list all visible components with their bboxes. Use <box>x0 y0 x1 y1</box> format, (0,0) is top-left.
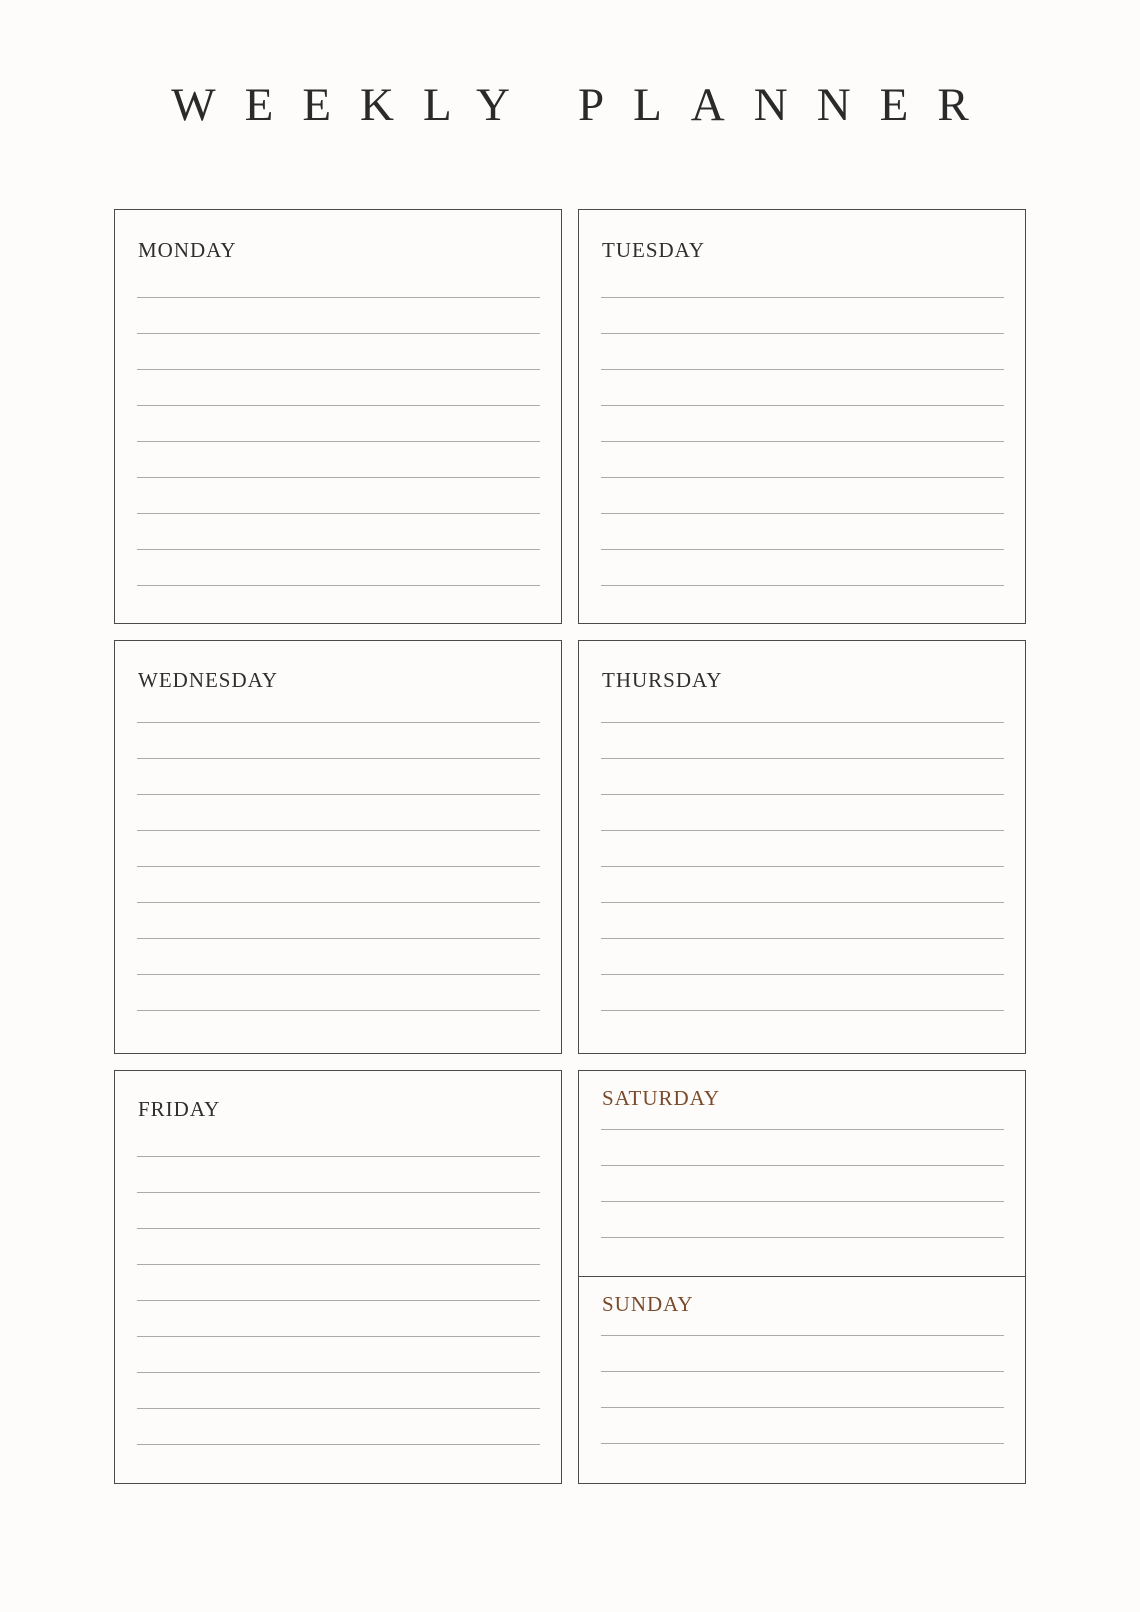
writing-line[interactable] <box>137 405 540 406</box>
writing-line[interactable] <box>601 1129 1004 1130</box>
writing-line[interactable] <box>601 549 1004 550</box>
writing-line[interactable] <box>137 369 540 370</box>
writing-line[interactable] <box>137 1228 540 1229</box>
writing-line[interactable] <box>137 1156 540 1157</box>
writing-line[interactable] <box>601 477 1004 478</box>
writing-line[interactable] <box>137 1372 540 1373</box>
writing-line[interactable] <box>137 1192 540 1193</box>
writing-line[interactable] <box>137 1264 540 1265</box>
writing-line[interactable] <box>137 333 540 334</box>
page-title: WEEKLY PLANNER <box>171 79 998 131</box>
wednesday-label: WEDNESDAY <box>138 668 279 692</box>
writing-line[interactable] <box>137 722 540 723</box>
writing-line[interactable] <box>137 1408 540 1409</box>
writing-line[interactable] <box>137 830 540 831</box>
tuesday-label: TUESDAY <box>602 238 706 262</box>
writing-line[interactable] <box>137 866 540 867</box>
writing-line[interactable] <box>601 1443 1004 1444</box>
writing-line[interactable] <box>601 758 1004 759</box>
writing-line[interactable] <box>601 369 1004 370</box>
writing-line[interactable] <box>137 938 540 939</box>
writing-line[interactable] <box>137 974 540 975</box>
friday-label: FRIDAY <box>138 1097 221 1121</box>
writing-line[interactable] <box>601 830 1004 831</box>
wednesday-section <box>114 640 562 1054</box>
writing-line[interactable] <box>601 297 1004 298</box>
writing-line[interactable] <box>601 1010 1004 1011</box>
writing-line[interactable] <box>601 441 1004 442</box>
writing-line[interactable] <box>601 938 1004 939</box>
writing-line[interactable] <box>601 1407 1004 1408</box>
writing-line[interactable] <box>601 1201 1004 1202</box>
writing-line[interactable] <box>137 902 540 903</box>
tuesday-section <box>578 209 1026 624</box>
saturday-label: SATURDAY <box>602 1086 721 1110</box>
weekend-section <box>578 1070 1026 1484</box>
writing-line[interactable] <box>137 1300 540 1301</box>
writing-line[interactable] <box>601 722 1004 723</box>
writing-line[interactable] <box>601 405 1004 406</box>
writing-line[interactable] <box>601 1371 1004 1372</box>
writing-line[interactable] <box>137 1336 540 1337</box>
friday-section <box>114 1070 562 1484</box>
writing-line[interactable] <box>137 1444 540 1445</box>
writing-line[interactable] <box>601 974 1004 975</box>
writing-line[interactable] <box>137 477 540 478</box>
writing-line[interactable] <box>137 297 540 298</box>
writing-line[interactable] <box>601 902 1004 903</box>
writing-line[interactable] <box>601 794 1004 795</box>
writing-line[interactable] <box>137 549 540 550</box>
sunday-label: SUNDAY <box>602 1292 694 1316</box>
weekend-divider <box>579 1276 1025 1277</box>
thursday-label: THURSDAY <box>602 668 723 692</box>
writing-line[interactable] <box>601 1335 1004 1336</box>
writing-line[interactable] <box>601 513 1004 514</box>
monday-section <box>114 209 562 624</box>
writing-line[interactable] <box>137 585 540 586</box>
writing-line[interactable] <box>601 866 1004 867</box>
writing-line[interactable] <box>137 794 540 795</box>
monday-label: MONDAY <box>138 238 237 262</box>
writing-line[interactable] <box>137 513 540 514</box>
writing-line[interactable] <box>137 441 540 442</box>
writing-line[interactable] <box>601 333 1004 334</box>
writing-line[interactable] <box>601 1165 1004 1166</box>
writing-line[interactable] <box>601 585 1004 586</box>
writing-line[interactable] <box>137 1010 540 1011</box>
writing-line[interactable] <box>137 758 540 759</box>
writing-line[interactable] <box>601 1237 1004 1238</box>
thursday-section <box>578 640 1026 1054</box>
